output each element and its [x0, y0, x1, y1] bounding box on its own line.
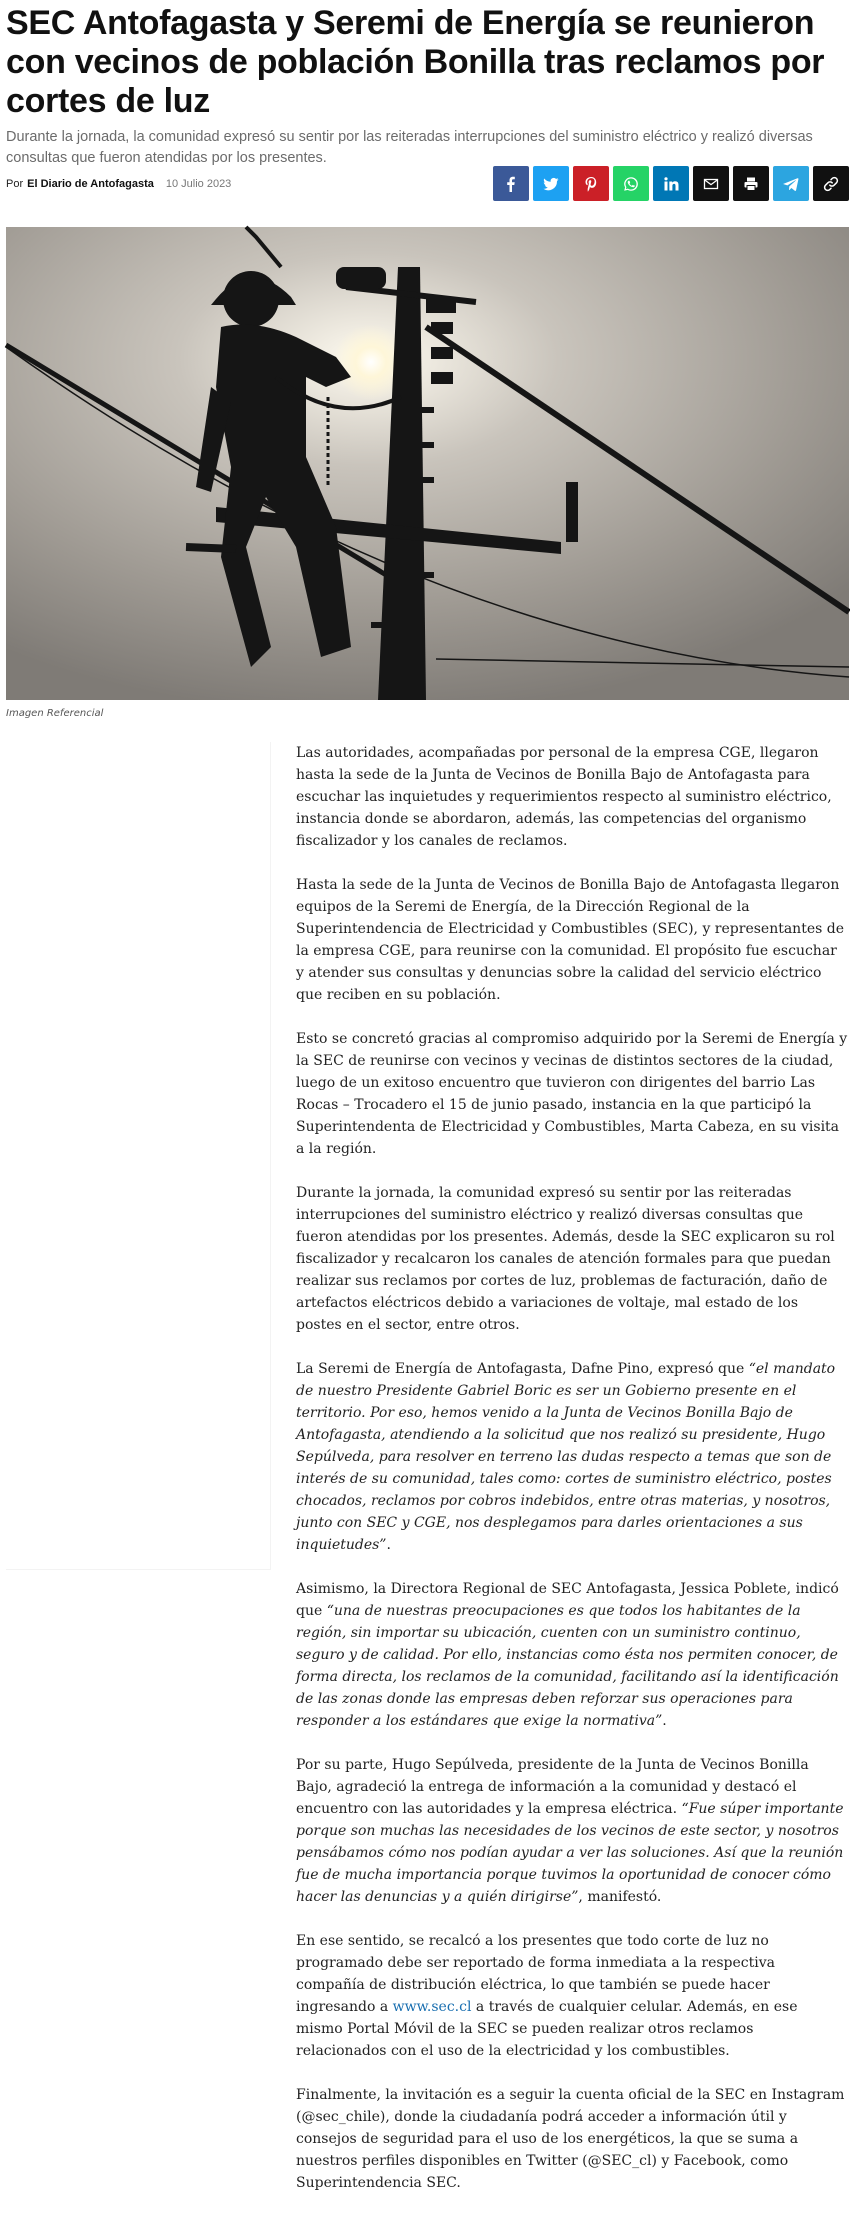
linkedin-icon: [663, 176, 679, 192]
paragraph: Finalmente, la invitación es a seguir la cuenta oficial de la SEC en Instagram (@sec_chile), donde la ciudadanía podrá acceder a información útil y consejos de seguridad para el uso de los energéticos, la que se suma a nuestros perfiles disponibles en Twitter (@SEC_cl) y Facebook, como Superintendencia SEC.: [296, 2087, 845, 2191]
paragraph: Durante la jornada, la comunidad expresó su sentir por las reiteradas interrupciones del suministro eléctrico y realizó diversas consultas que fueron atendidas por los presentes. Además, desde la SEC explicaron su rol fiscalizador y recalcaron los canales de atención formales para que puedan realizar sus reclamos por cortes de luz, problemas de facturación, daño de artefactos eléctricos debido a variaciones de voltaje, mal estado de los postes en el sector, entre otros.: [296, 1185, 835, 1333]
quote: “una de nuestras preocupaciones es que todos los habitantes de la región, sin importar su ubicación, cuenten con un suministro continuo, seguro y de calidad. Por ello, instancias como ésta nos permiten conocer, de forma directa, los reclamos de la comunidad, facilitando así la identificación de las zonas donde las empresas deben reforzar sus operaciones para responder a los estándares que exige la normativa”: [296, 1603, 839, 1729]
share-facebook-button[interactable]: [493, 166, 529, 201]
paragraph: Esto se concretó gracias al compromiso adquirido por la Seremi de Energía y la SEC de reunirse con vecinos y vecinas de distintos sectores de la ciudad, luego de un exitoso encuentro que tuvieron con dirigentes del barrio Las Rocas – Trocadero el 15 de junio pasado, instancia en la que participó la Superintendenta de Electricidad y Combustibles, Marta Cabeza, en su visita a la región.: [296, 1031, 848, 1157]
article-title: SEC Antofagasta y Seremi de Energía se reunieron con vecinos de población Bonilla tras reclamos por cortes de luz: [6, 4, 825, 120]
quote: “Fue súper importante porque son muchas las necesidades de los vecinos de este sector, y nosotros pensábamos cómo nos podían ayudar a ver las soluciones. Así que la reunión fue de mucha importancia porque tuvimos la oportunidad de conocer cómo hacer las denuncias y a quién dirigirse”: [296, 1801, 844, 1905]
publish-date: 10 Julio 2023: [165, 178, 232, 190]
whatsapp-icon: [623, 176, 639, 192]
quote-end: .: [662, 1713, 667, 1729]
share-telegram-button[interactable]: [773, 166, 809, 201]
text-span: En ese sentido, se recalcó a los presentes que todo corte de luz no programado debe ser reportado de forma inmediata a la respectiva compañía de distribución eléctrica, lo que también se puede hacer ingresando a: [296, 1933, 775, 2015]
article-body: [296, 742, 848, 2216]
printer-icon: [743, 176, 759, 192]
share-bar: [493, 166, 849, 201]
author-link[interactable]: El Diario de Antofagasta: [27, 178, 154, 190]
quote-end: , manifestó.: [578, 1889, 662, 1905]
envelope-icon: [703, 176, 719, 192]
share-linkedin-button[interactable]: [653, 166, 689, 201]
paragraph: [296, 1358, 848, 1556]
link-icon: [823, 176, 839, 192]
pinterest-icon: [583, 176, 599, 192]
copy-link-button[interactable]: [813, 166, 849, 201]
quote-intro: Por su parte, Hugo Sepúlveda, presidente de la Junta de Vecinos Bonilla Bajo, agradeció la entrega de información a la comunidad y destacó el encuentro con las autoridades y la empresa eléctrica.: [296, 1757, 809, 1817]
quote-intro: Asimismo, la Directora Regional de SEC Antofagasta, Jessica Poblete, indicó que: [296, 1581, 839, 1619]
text-span: a través de cualquier celular. Además, en ese mismo Portal Móvil de la SEC se pueden realizar otros reclamos relacionados con el uso de la electricidad y los combustibles.: [296, 1999, 798, 2059]
hero-image: [6, 227, 849, 700]
byline-prefix: Por: [6, 178, 24, 190]
article-lead: Durante la jornada, la comunidad expresó su sentir por las reiteradas interrupciones del suministro eléctrico y realizó diversas consultas que fueron atendidas por los presentes.: [6, 129, 813, 166]
quote: “el mandato de nuestro Presidente Gabriel Boric es ser un Gobierno presente en el territorio. Por eso, hemos venido a la Junta de Vecinos Bonilla Bajo de Antofagasta, atendiendo a la solicitud que nos realizó su presidente, Hugo Sepúlveda, para resolver en terreno las dudas respecto a temas que son de interés de su comunidad, tales como: cortes de suministro eléctrico, postes chocados, reclamos por cobros indebidos, entre otras materias, y nosotros, junto con SEC y CGE, nos desplegamos para darles orientaciones a sus inquietudes”: [296, 1361, 836, 1553]
paragraph: [296, 1754, 848, 1908]
share-twitter-button[interactable]: [533, 166, 569, 201]
image-caption: Imagen Referencial: [6, 708, 104, 719]
paragraph: [296, 1578, 848, 1732]
share-whatsapp-button[interactable]: [613, 166, 649, 201]
paragraph: Hasta la sede de la Junta de Vecinos de Bonilla Bajo de Antofagasta llegaron equipos de la Seremi de Energía, de la Dirección Regional de la Superintendencia de Electricidad y Combustibles (SEC), y representantes de la empresa CGE, para reunirse con la comunidad. El propósito fue escuchar y atender sus consultas y denuncias sobre la calidad del servicio eléctrico que reciben en su población.: [296, 877, 844, 1003]
share-pinterest-button[interactable]: [573, 166, 609, 201]
paragraph: Las autoridades, acompañadas por personal de la empresa CGE, llegaron hasta la sede de la Junta de Vecinos de Bonilla Bajo de Antofagasta para escuchar las inquietudes y requerimientos respecto al suministro eléctrico, instancia donde se abordaron, además, las competencias del organismo fiscalizador y los canales de reclamos.: [296, 745, 832, 849]
quote-intro: La Seremi de Energía de Antofagasta, Dafne Pino, expresó que: [296, 1361, 749, 1377]
facebook-icon: [503, 176, 519, 192]
paragraph: [296, 1930, 848, 2062]
sidebar-ad-slot: [6, 742, 271, 1570]
paper-plane-icon: [783, 176, 799, 192]
print-button[interactable]: [733, 166, 769, 201]
share-email-button[interactable]: [693, 166, 729, 201]
twitter-icon: [543, 176, 559, 192]
byline: [6, 178, 231, 190]
quote-end: .: [386, 1537, 391, 1553]
sec-website-link[interactable]: www.sec.cl: [392, 1999, 472, 2015]
